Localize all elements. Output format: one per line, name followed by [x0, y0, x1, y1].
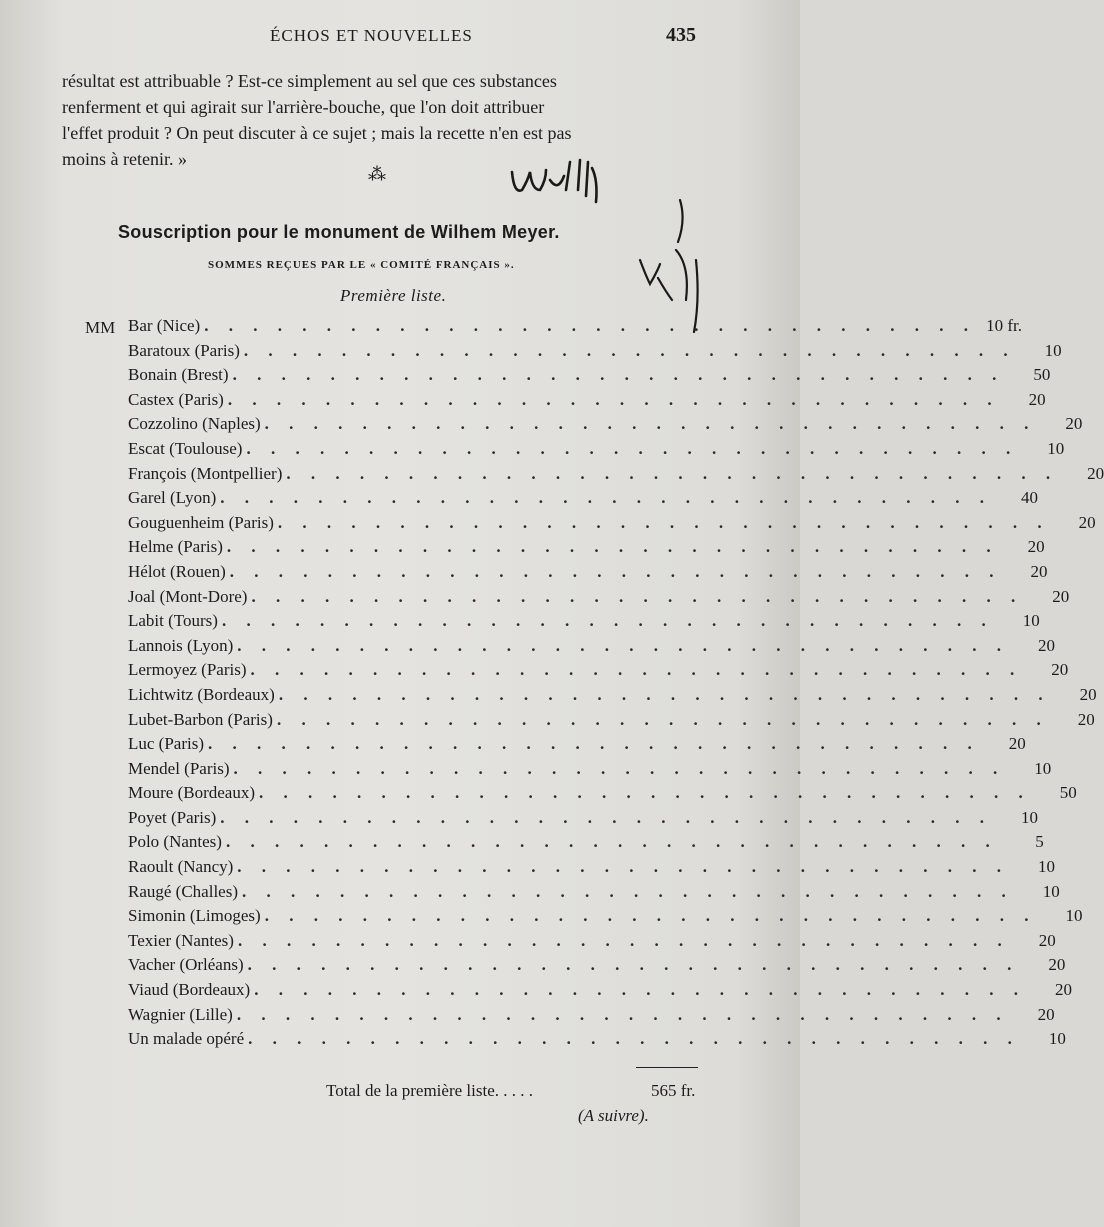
subscriber-amount: 10 — [1022, 611, 1040, 631]
dot-leader: . . . . . . . . . . . . . . . . . . . . . . . . . . . . . . . . — [225, 832, 998, 852]
subscriber-amount: 20 — [1028, 389, 1046, 409]
list-item — [128, 832, 1044, 857]
subscriber-amount: 40 — [1021, 488, 1039, 508]
intro-line: moins à retenir. » — [62, 149, 187, 169]
list-title: Première liste. — [340, 286, 447, 305]
dot-leader: . . . . . . . . . . . . . . . . . . . . . . . . . . . . . . . . — [248, 1029, 1020, 1049]
continued-note: (A suivre). — [578, 1106, 649, 1125]
total-label: Total de la première liste. . . . . — [326, 1081, 533, 1100]
subscriber-amount: 20 — [1051, 660, 1069, 680]
subscriber-amount: 50 — [1033, 365, 1051, 385]
dot-leader: . . . . . . . . . . . . . . . . . . . . . . . . . . . . . . . . — [254, 980, 1026, 1000]
dot-leader: . . . . . . . . . . . . . . . . . . . . . . . . . . . . . . . . — [236, 1004, 1009, 1024]
subscriber-name: Joal (Mont-Dore) — [128, 586, 248, 606]
dot-leader: . . . . . . . . . . . . . . . . . . . . . . . . . . . . . . . . — [220, 488, 993, 508]
subscription-heading: Souscription pour le monument de Wilhem Meyer. — [118, 222, 560, 242]
subscription-subheading: SOMMES REÇUES PAR LE « COMITÉ FRANÇAIS ». — [208, 259, 515, 271]
dot-leader: . . . . . . . . . . . . . . . . . . . . . . . . . . . . . . . . — [233, 758, 1006, 778]
subscriber-amount: 50 — [1059, 783, 1077, 803]
dot-leader: . . . . . . . . . . . . . . . . . . . . . . . . . . . . . . . . — [247, 955, 1020, 975]
subscriber-amount: 20 — [1008, 734, 1026, 754]
list-item — [128, 709, 1095, 735]
dot-leader: . . . . . . . . . . . . . . . . . . . . . . . . . . . . . . . . — [278, 684, 1051, 704]
subscriber-name: Lubet-Barbon (Paris) — [128, 709, 273, 729]
list-item — [128, 586, 1070, 612]
subscriber-amount: 20 — [1079, 684, 1097, 704]
subscriber-name: Texier (Nantes) — [128, 930, 234, 950]
subscriber-name: Vacher (Orléans) — [128, 955, 244, 975]
subscriber-name: Luc (Paris) — [128, 734, 205, 754]
list-item — [128, 660, 1069, 685]
list-item — [128, 906, 1083, 931]
list-item — [128, 684, 1097, 710]
subscriber-name: Viaud (Bordeaux) — [128, 980, 251, 1000]
subscriber-amount: 10 — [1021, 807, 1039, 827]
subscriber-name: Baratoux (Paris) — [128, 340, 240, 360]
subscriber-name: Mendel (Paris) — [128, 758, 230, 778]
subscriber-amount: 10 — [1034, 758, 1052, 778]
dot-leader: . . . . . . . . . . . . . . . . . . . . . . . . . . . . . . . . — [237, 857, 1010, 877]
dot-leader: . . . . . . . . . . . . . . . . . . . . . . . . . . . . . . . . — [208, 734, 980, 754]
subscriber-amount: 20 — [1038, 635, 1056, 655]
asterism: ⁂ — [368, 164, 386, 184]
list-item — [128, 1029, 1066, 1054]
intro-line: l'effet produit ? On peut discuter à ce sujet ; mais la recette n'en est pas — [62, 123, 572, 143]
dot-leader: . . . . . . . . . . . . . . . . . . . . . . . . . . . . . . . . — [250, 660, 1023, 680]
subscriber-amount: 10 fr. — [986, 316, 1022, 335]
list-item — [128, 316, 1022, 341]
list-item — [128, 561, 1048, 587]
dot-leader: . . . . . . . . . . . . . . . . . . . . . . . . . . . . . . . . — [229, 561, 1002, 581]
dot-leader: . . . . . . . . . . . . . . . . . . . . . . . . . . . . . . . . — [237, 635, 1010, 655]
list-item — [128, 488, 1039, 513]
list-item — [128, 438, 1065, 464]
subscriber-name: Bar (Nice) — [128, 316, 201, 335]
subscriber-amount: 10 — [1042, 881, 1060, 901]
dot-leader: . . . . . . . . . . . . . . . . . . . . . . . . . . . . . . . . — [264, 414, 1037, 434]
subscriber-name: Lannois (Lyon) — [128, 635, 234, 655]
list-item — [128, 389, 1046, 415]
dot-leader: . . . . . . . . . . . . . . . . . . . . . . . . . . . . . . . . — [276, 709, 1049, 729]
list-item — [128, 807, 1039, 833]
subscriber-amount: 20 — [1054, 980, 1072, 1000]
subscriber-amount: 20 — [1052, 586, 1070, 606]
subscriber-name: Gouguenheim (Paris) — [128, 512, 274, 532]
subscriber-amount: 10 — [1065, 906, 1083, 926]
list-item — [128, 414, 1083, 439]
subscriber-amount: 10 — [1048, 1029, 1066, 1049]
subscriber-amount: 20 — [1087, 463, 1104, 483]
dot-leader: . . . . . . . . . . . . . . . . . . . . . . . . . . . . . . . . — [227, 389, 1000, 409]
subscriber-name: Raoult (Nancy) — [128, 857, 234, 877]
dot-leader: . . . . . . . . . . . . . . . . . . . . . . . . . . . . . . . . — [226, 537, 999, 557]
subscriber-amount: 20 — [1038, 930, 1056, 950]
honorific-label: MM — [85, 318, 116, 337]
subscriber-name: Garel (Lyon) — [128, 488, 217, 508]
subscriber-name: Hélot (Rouen) — [128, 561, 226, 581]
subscriber-name: Polo (Nantes) — [128, 832, 222, 852]
list-item — [128, 537, 1045, 562]
subscriber-amount: 10 — [1047, 438, 1065, 458]
list-item — [128, 512, 1096, 538]
subscriber-amount: 20 — [1078, 512, 1096, 532]
list-item — [128, 340, 1062, 366]
subscriber-name: Escat (Toulouse) — [128, 438, 243, 458]
subscriber-amount: 10 — [1044, 340, 1062, 360]
dot-leader: . . . . . . . . . . . . . . . . . . . . . . . . . . . . . . . . — [232, 365, 1005, 385]
subscriber-amount: 20 — [1027, 537, 1045, 557]
list-item — [128, 783, 1077, 808]
list-item — [128, 980, 1072, 1005]
dot-leader: . . . . . . . . . . . . . . . . . . . . . . . . . . . . . . . . — [243, 340, 1016, 360]
list-item — [128, 955, 1066, 980]
subscriber-name: Wagnier (Lille) — [128, 1004, 233, 1024]
list-item — [128, 463, 1104, 489]
list-item — [128, 734, 1026, 759]
list-item — [128, 1004, 1055, 1030]
subscriber-name: Labit (Tours) — [128, 611, 218, 631]
subscriber-amount: 20 — [1030, 561, 1048, 581]
subscriber-name: François (Montpellier) — [128, 463, 283, 483]
subscriber-name: Helme (Paris) — [128, 537, 223, 557]
subscriber-name: Moure (Bordeaux) — [128, 783, 255, 803]
subscriber-amount: 20 — [1048, 955, 1066, 975]
intro-line: renferment et qui agirait sur l'arrière-bouche, que l'on doit attribuer — [62, 97, 545, 117]
list-item — [128, 365, 1051, 390]
list-item — [128, 635, 1056, 661]
subscriber-name: Lichtwitz (Bordeaux) — [128, 684, 275, 704]
intro-line: résultat est attribuable ? Est-ce simplement au sel que ces substances — [62, 71, 557, 91]
subscriber-name: Castex (Paris) — [128, 389, 224, 409]
subscriber-amount: 20 — [1065, 414, 1083, 434]
list-item — [128, 611, 1040, 636]
subscriber-name: Simonin (Limoges) — [128, 906, 261, 926]
subscriber-list — [128, 316, 1104, 1054]
list-item — [128, 758, 1052, 784]
dot-leader: . . . . . . . . . . . . . . . . . . . . . . . . . . . . . . . . — [251, 586, 1024, 606]
dot-leader: . . . . . . . . . . . . . . . . . . . . . . . . . . . . . . . . — [246, 438, 1019, 458]
list-item — [128, 881, 1060, 907]
handwritten-annotation — [500, 150, 700, 340]
dot-leader: . . . . . . . . . . . . . . . . . . . . . . . . . . . . . . . . — [242, 881, 1014, 901]
subscriber-amount: 20 — [1037, 1004, 1055, 1024]
dot-leader: . . . . . . . . . . . . . . . . . . . . . . . . . . . . . . . . — [259, 783, 1031, 803]
dot-leader: . . . . . . . . . . . . . . . . . . . . . . . . . . . . . . . . — [264, 906, 1037, 926]
page-number: 435 — [666, 24, 696, 46]
subscriber-amount: 20 — [1077, 709, 1095, 729]
subscriber-name: Bonain (Brest) — [128, 365, 229, 385]
dot-leader: . . . . . . . . . . . . . . . . . . . . . . . . . . . . . . . . — [286, 463, 1059, 483]
subscriber-name: Lermoyez (Paris) — [128, 660, 247, 680]
dot-leader: . . . . . . . . . . . . . . . . . . . . . . . . . . . . . . . . — [277, 512, 1050, 532]
running-head: ÉCHOS ET NOUVELLES — [270, 26, 473, 45]
dot-leader: . . . . . . . . . . . . . . . . . . . . . . . . . . . . . . . . — [204, 316, 976, 335]
subscriber-name: Un malade opéré — [128, 1029, 245, 1049]
subscriber-amount: 5 — [1035, 832, 1044, 852]
list-item — [128, 930, 1056, 956]
subscriber-name: Cozzolino (Naples) — [128, 414, 261, 434]
subscriber-name: Raugé (Challes) — [128, 881, 238, 901]
dot-leader: . . . . . . . . . . . . . . . . . . . . . . . . . . . . . . . . — [220, 807, 993, 827]
subscriber-amount: 10 — [1038, 857, 1056, 877]
list-item — [128, 857, 1056, 882]
total-amount: 565 fr. — [651, 1081, 696, 1100]
dot-leader: . . . . . . . . . . . . . . . . . . . . . . . . . . . . . . . . — [221, 611, 994, 631]
dot-leader: . . . . . . . . . . . . . . . . . . . . . . . . . . . . . . . . — [237, 930, 1010, 950]
subscriber-name: Poyet (Paris) — [128, 807, 217, 827]
total-rule — [636, 1067, 698, 1068]
